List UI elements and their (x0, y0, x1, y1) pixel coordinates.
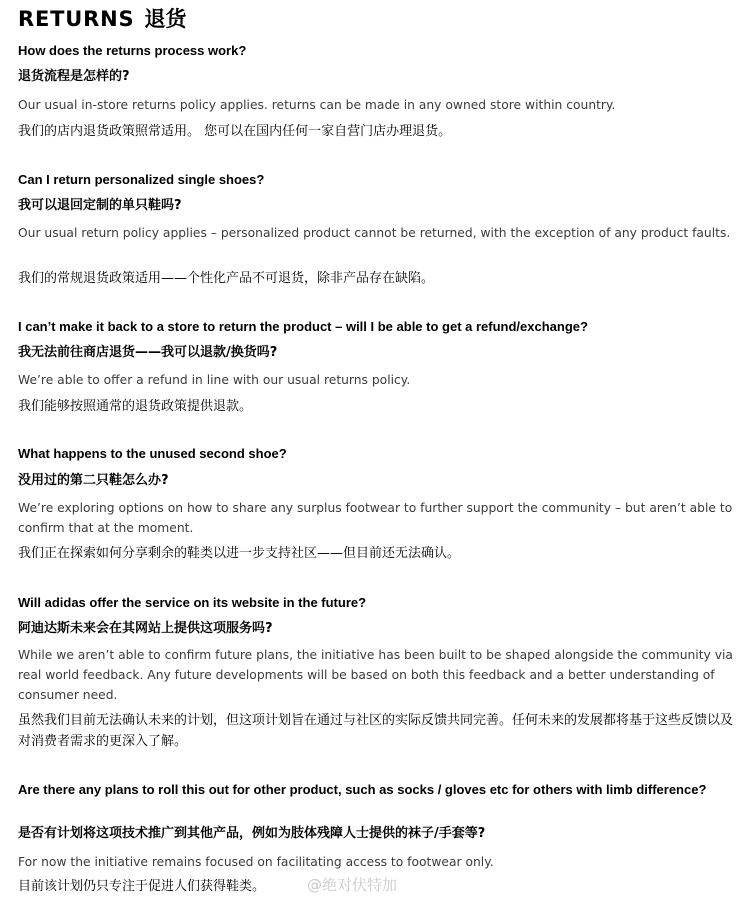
weibo-watermark: @绝对伏特加 (307, 876, 398, 894)
page-title (18, 6, 186, 32)
faq-6-question-en: Are there any plans to roll this out for other product, such as socks / gloves etc for others with limb difference? (18, 782, 707, 797)
faq-2-answer-zh: 我们的常规退货政策适用——个性化产品不可退货，除非产品存在缺陷。 (18, 271, 435, 286)
faq-4-answer-zh: 我们正在探索如何分享剩余的鞋类以进一步支持社区——但目前还无法确认。 (18, 546, 461, 561)
faq-6-answer-zh: 目前该计划仍只专注于促进人们获得鞋类。 (18, 879, 266, 894)
faq-6-answer-en: For now the initiative remains focused on facilitating access to footwear only. (18, 855, 494, 869)
faq-3-question-en: I can’t make it back to a store to return the product – will I be able to get a refund/exchange? (18, 319, 588, 334)
faq-4-question-zh: 没用过的第二只鞋怎么办? (18, 473, 169, 488)
faq-3-answer-en: We’re able to offer a refund in line with our usual returns policy. (18, 373, 411, 387)
faq-3-question-zh: 我无法前往商店退货——我可以退款/换货吗? (18, 345, 278, 360)
faq-3-answer-zh: 我们能够按照通常的退货政策提供退款。 (18, 399, 253, 414)
faq-1-question-en: How does the returns process work? (18, 43, 247, 58)
faq-5-answer-zh: 虽然我们目前无法确认未来的计划，但这项计划旨在通过与社区的实际反馈共同完善。任何未来的发展都将基于这些反馈以及对消费者需求的更深入了解。 (18, 713, 734, 749)
faq-1-question-zh: 退货流程是怎样的? (18, 69, 130, 84)
faq-2-question-en: Can I return personalized single shoes? (18, 172, 265, 187)
faq-5-answer-en: While we aren’t able to confirm future plans, the initiative has been built to be shaped alongside the community via real world feedback. Any future developments will be based on both this feedback and a better understanding of consumer need. (18, 648, 733, 702)
faq-1-answer-zh: 我们的店内退货政策照常适用。 您可以在国内任何一家自营门店办理退货。 (18, 124, 452, 139)
faq-6-question-zh: 是否有计划将这项技术推广到其他产品，例如为肢体残障人士提供的袜子/手套等? (18, 826, 486, 841)
faq-5-question-en: Will adidas offer the service on its website in the future? (18, 595, 367, 610)
faq-2-answer-en: Our usual return policy applies – personalized product cannot be returned, with the exception of any product faults. (18, 226, 731, 240)
faq-2-question-zh: 我可以退回定制的单只鞋吗? (18, 198, 182, 213)
faq-5-question-zh: 阿迪达斯未来会在其网站上提供这项服务吗? (18, 621, 273, 636)
faq-4-question-en: What happens to the unused second shoe? (18, 446, 287, 461)
faq-1-answer-en: Our usual in-store returns policy applies. returns can be made in any owned store within country. (18, 98, 616, 112)
page-title-zh: 退货 (144, 7, 187, 31)
page-title-en: RETURNS (18, 7, 135, 31)
faq-4-answer-en: We’re exploring options on how to share any surplus footwear to further support the community – but aren’t able to confirm that at the moment. (18, 501, 733, 535)
